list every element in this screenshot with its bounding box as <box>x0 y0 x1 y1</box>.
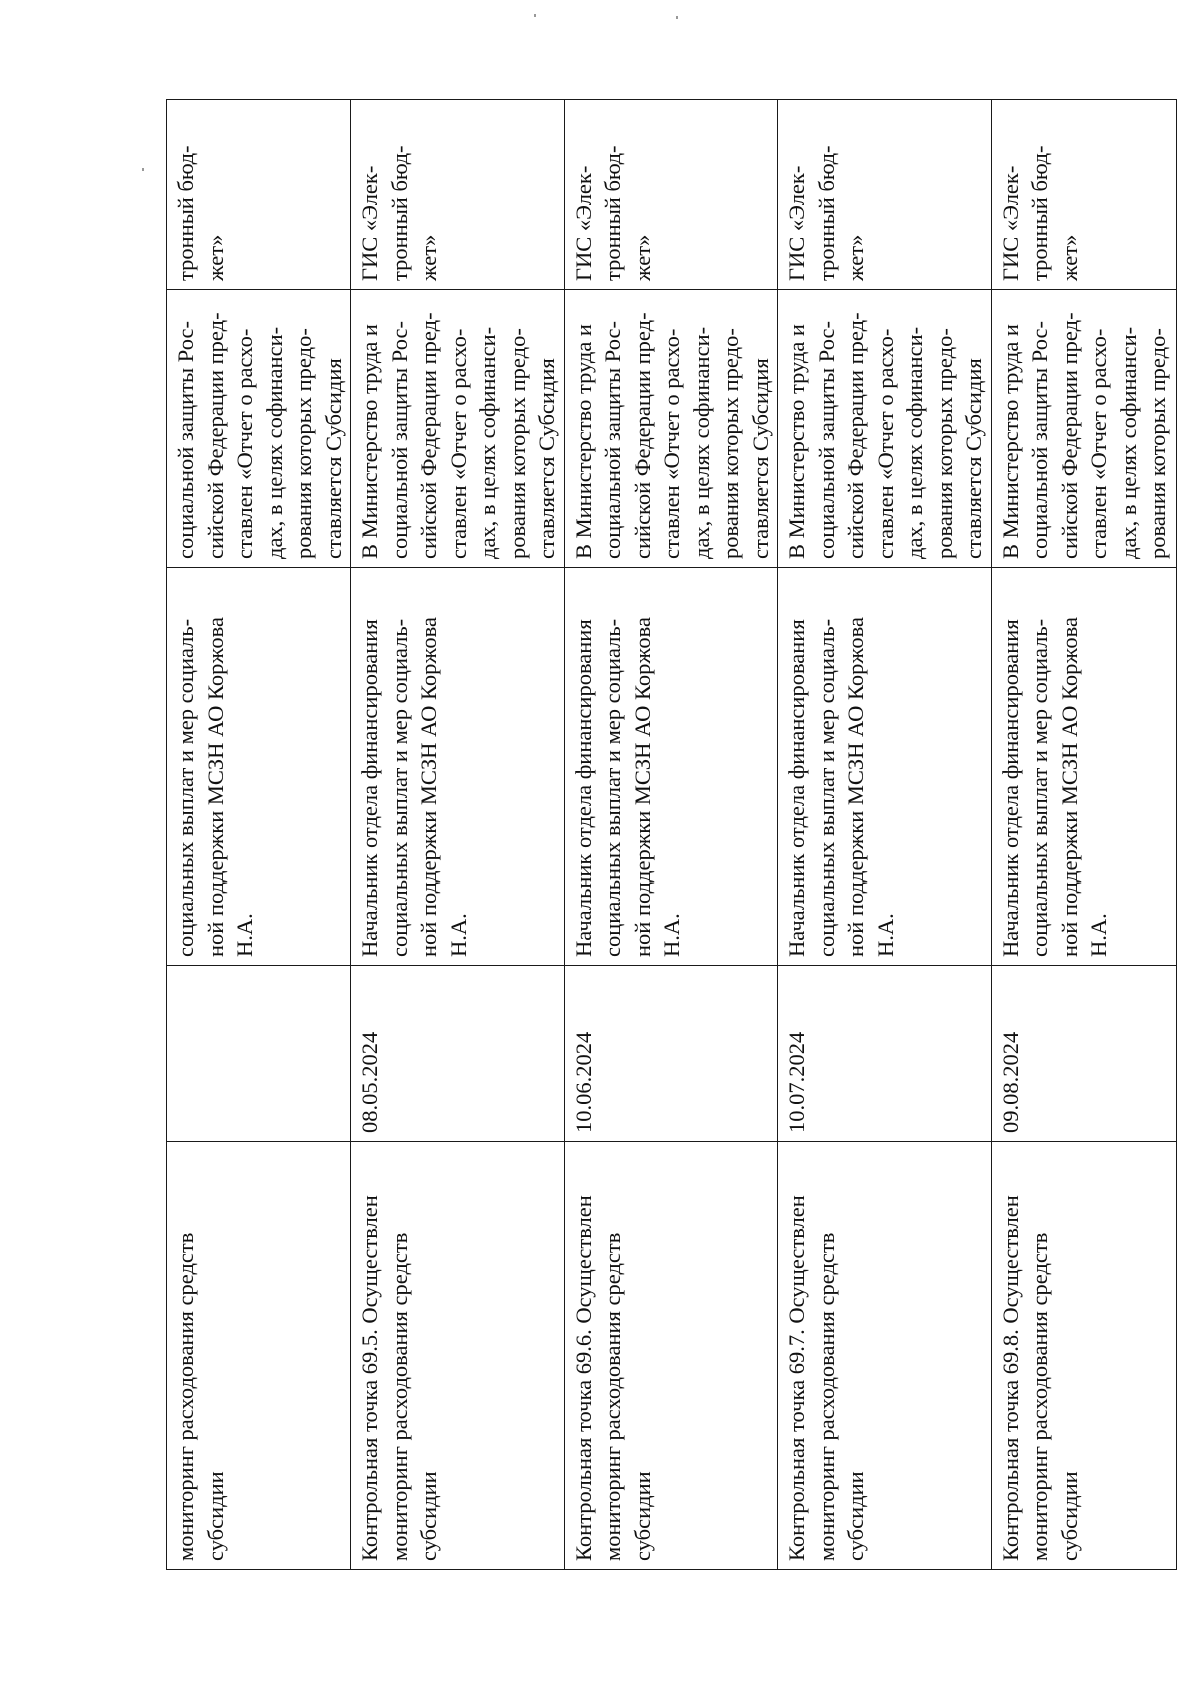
cell-date: 10.06.2024 <box>564 966 778 1142</box>
table-row <box>167 100 351 1570</box>
cell-result: В Министерство труда и социальной защиты Рос- сийской Федерации пред- ставлен «Отчет о расхо- дах, в целях софинанси- рования которых предо- ставляется Субсидия <box>564 290 778 568</box>
table-row <box>778 100 992 1570</box>
cell-date <box>167 966 351 1142</box>
cell-result: В Министерство труда и социальной защиты Рос- сийской Федерации пред- ставлен «Отчет о расхо- дах, в целях софинанси- рования которых предо- ставляется Субсидия <box>778 290 992 568</box>
cell-date: 09.08.2024 <box>991 966 1176 1142</box>
cell-system: тронный бюд- жет» <box>167 100 351 290</box>
cell-responsible: Начальник отдела финансирования социальных выплат и мер социаль- ной поддержки МСЗН АО Коржова Н.А. <box>991 568 1176 966</box>
cell-system: ГИС «Элек- тронный бюд- жет» <box>991 100 1176 290</box>
cell-result: В Министерство труда и социальной защиты Рос- сийской Федерации пред- ставлен «Отчет о расхо- дах, в целях софинанси- рования которых предо- <box>991 290 1176 568</box>
cell-system: ГИС «Элек- тронный бюд- жет» <box>778 100 992 290</box>
scan-speck <box>142 168 144 171</box>
cell-control-point: мониторинг расходования средств субсидии <box>167 1142 351 1570</box>
cell-date: 08.05.2024 <box>351 966 565 1142</box>
cell-control-point: Контрольная точка 69.6. Осуществлен мониторинг расходования средств субсидии <box>564 1142 778 1570</box>
cell-responsible: социальных выплат и мер социаль- ной поддержки МСЗН АО Коржова Н.А. <box>167 568 351 966</box>
cell-control-point: Контрольная точка 69.5. Осуществлен мониторинг расходования средств субсидии <box>351 1142 565 1570</box>
cell-system: ГИС «Элек- тронный бюд- жет» <box>351 100 565 290</box>
cell-responsible: Начальник отдела финансирования социальных выплат и мер социаль- ной поддержки МСЗН АО Коржова Н.А. <box>564 568 778 966</box>
cell-responsible: Начальник отдела финансирования социальных выплат и мер социаль- ной поддержки МСЗН АО Коржова Н.А. <box>778 568 992 966</box>
table-row <box>991 100 1176 1570</box>
rotated-table-container <box>166 100 1170 1570</box>
control-points-table <box>166 99 1177 1570</box>
scan-speck <box>676 16 678 19</box>
cell-result: В Министерство труда и социальной защиты Рос- сийской Федерации пред- ставлен «Отчет о расхо- дах, в целях софинанси- рования которых предо- ставляется Субсидия <box>351 290 565 568</box>
cell-date: 10.07.2024 <box>778 966 992 1142</box>
cell-control-point: Контрольная точка 69.7. Осуществлен мониторинг расходования средств субсидии <box>778 1142 992 1570</box>
cell-result: социальной защиты Рос- сийской Федерации пред- ставлен «Отчет о расхо- дах, в целях софинанси- рования которых предо- ставляется Субсидия <box>167 290 351 568</box>
cell-control-point: Контрольная точка 69.8. Осуществлен мониторинг расходования средств субсидии <box>991 1142 1176 1570</box>
table-row <box>351 100 565 1570</box>
cell-responsible: Начальник отдела финансирования социальных выплат и мер социаль- ной поддержки МСЗН АО Коржова Н.А. <box>351 568 565 966</box>
scan-speck <box>534 14 536 17</box>
table-body <box>167 100 1177 1570</box>
cell-system: ГИС «Элек- тронный бюд- жет» <box>564 100 778 290</box>
table-row <box>564 100 778 1570</box>
